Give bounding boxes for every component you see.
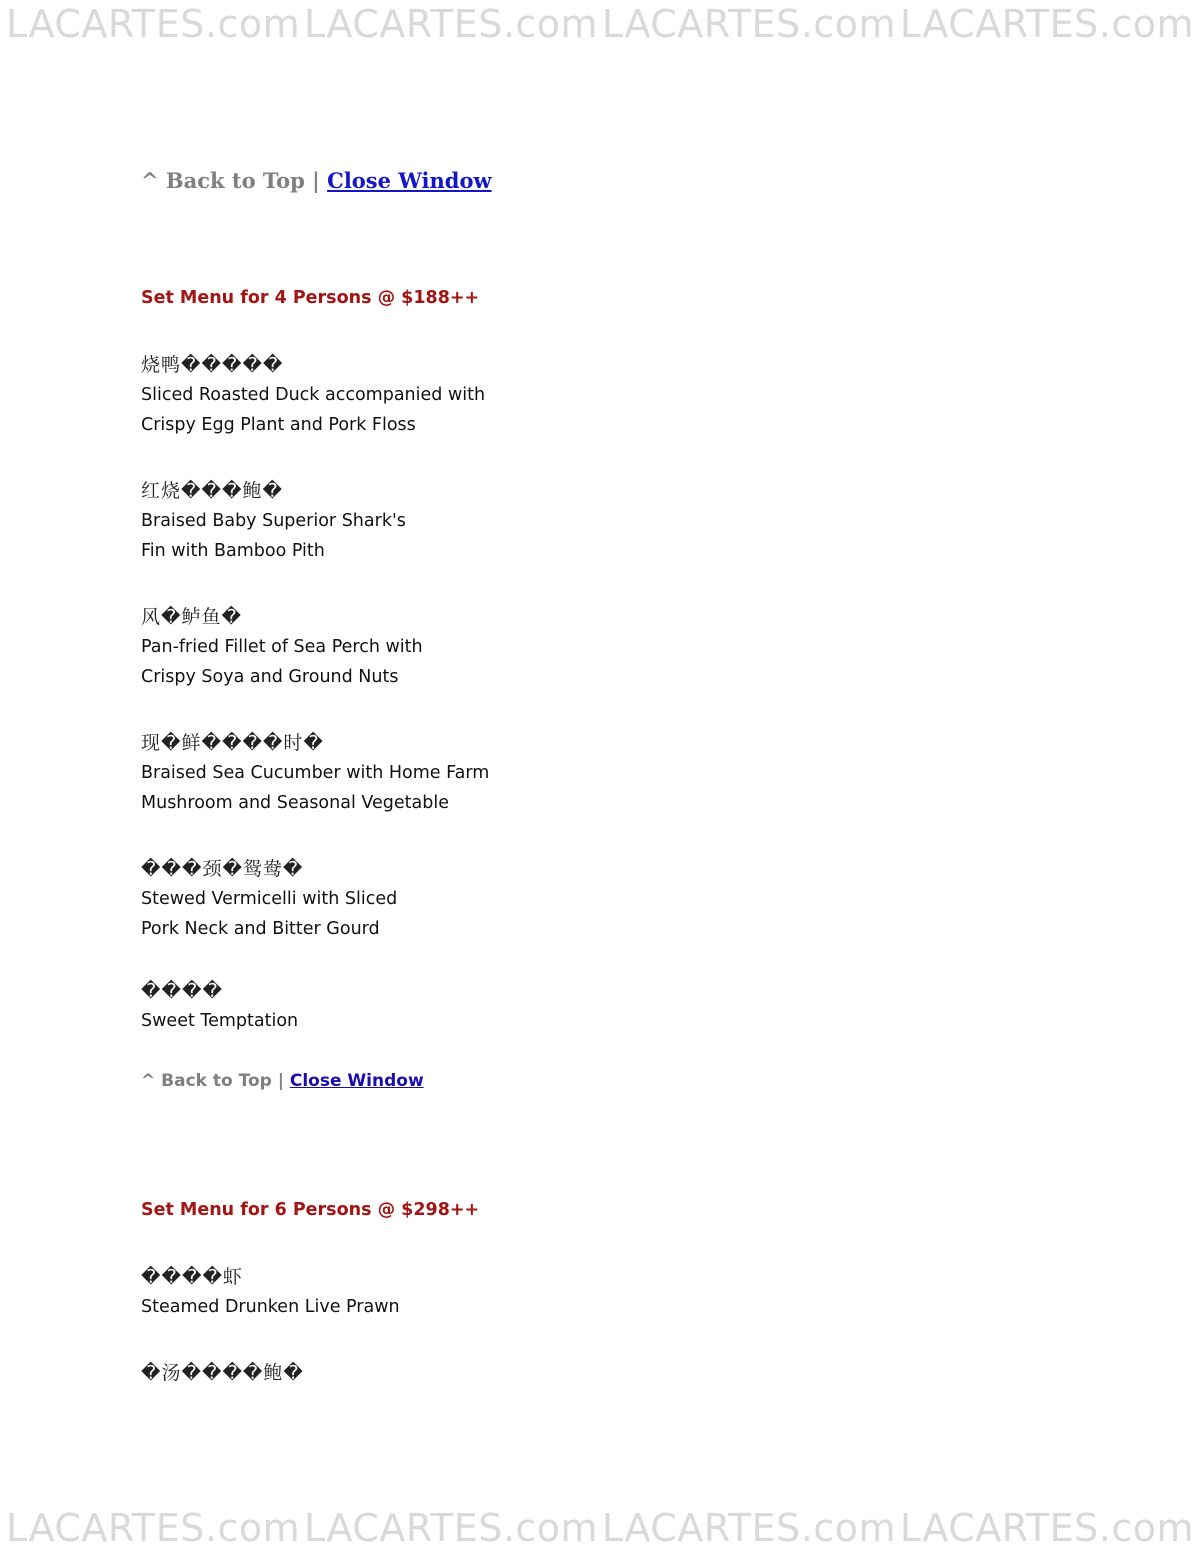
dish-english-line: Stewed Vermicelli with Sliced (141, 889, 398, 909)
dish-item (141, 976, 841, 1036)
watermark-bottom (0, 1506, 1200, 1550)
dish-item (141, 350, 841, 440)
dish-chinese-name: �汤����鲍� (141, 1362, 304, 1384)
watermark-text: LACARTES.com (601, 1506, 897, 1550)
dish-chinese-name: 烧鸭����� (141, 354, 284, 376)
nav-top (141, 168, 492, 193)
dish-english-line: Braised Baby Superior Shark's (141, 511, 406, 531)
dish-english-line: Steamed Drunken Live Prawn (141, 1297, 400, 1317)
dish-english-line: Crispy Soya and Ground Nuts (141, 667, 399, 687)
menu-title-6-persons: Set Menu for 6 Persons @ $298++ (141, 1200, 480, 1220)
dish-item (141, 854, 841, 944)
dish-item (141, 1262, 841, 1322)
dish-chinese-name: ���� (141, 980, 223, 1002)
watermark-text: LACARTES.com (303, 2, 599, 46)
watermark-text: LACARTES.com (601, 2, 897, 46)
dish-english-line: Pork Neck and Bitter Gourd (141, 919, 380, 939)
dish-english-line: Braised Sea Cucumber with Home Farm (141, 763, 490, 783)
watermark-text: LACARTES.com (6, 1506, 301, 1550)
dish-english-line: Pan-fried Fillet of Sea Perch with (141, 637, 423, 657)
dish-english-line: Sliced Roasted Duck accompanied with (141, 385, 486, 405)
back-to-top-link[interactable]: ^ Back to Top (141, 168, 305, 193)
back-to-top-link[interactable]: ^ Back to Top (141, 1071, 272, 1091)
dish-english-line: Crispy Egg Plant and Pork Floss (141, 415, 416, 435)
watermark-text: LACARTES.com (899, 2, 1194, 46)
nav-separator: | (271, 1071, 290, 1091)
dish-item (141, 728, 841, 818)
menu-title-4-persons: Set Menu for 4 Persons @ $188++ (141, 288, 480, 308)
dish-item (141, 1358, 841, 1388)
watermark-top (0, 2, 1200, 46)
dish-chinese-name: 现�鲜����时� (141, 732, 324, 754)
nav-separator: | (304, 168, 328, 193)
dish-chinese-name: 红烧���鲍� (141, 480, 283, 502)
close-window-link[interactable]: Close Window (327, 168, 492, 193)
nav-middle (141, 1071, 424, 1091)
dish-chinese-name: 风�鲈鱼� (141, 606, 242, 628)
close-window-link[interactable]: Close Window (289, 1071, 424, 1091)
dish-english-line: Fin with Bamboo Pith (141, 541, 325, 561)
dish-item (141, 476, 841, 566)
dish-chinese-name: ����虾 (141, 1266, 243, 1288)
dish-item (141, 602, 841, 692)
dish-chinese-name: ���颈�鸳鸯� (141, 858, 304, 880)
watermark-text: LACARTES.com (303, 1506, 599, 1550)
dish-english-line: Sweet Temptation (141, 1011, 299, 1031)
watermark-text: LACARTES.com (6, 2, 301, 46)
dish-english-line: Mushroom and Seasonal Vegetable (141, 793, 449, 813)
watermark-text: LACARTES.com (899, 1506, 1194, 1550)
